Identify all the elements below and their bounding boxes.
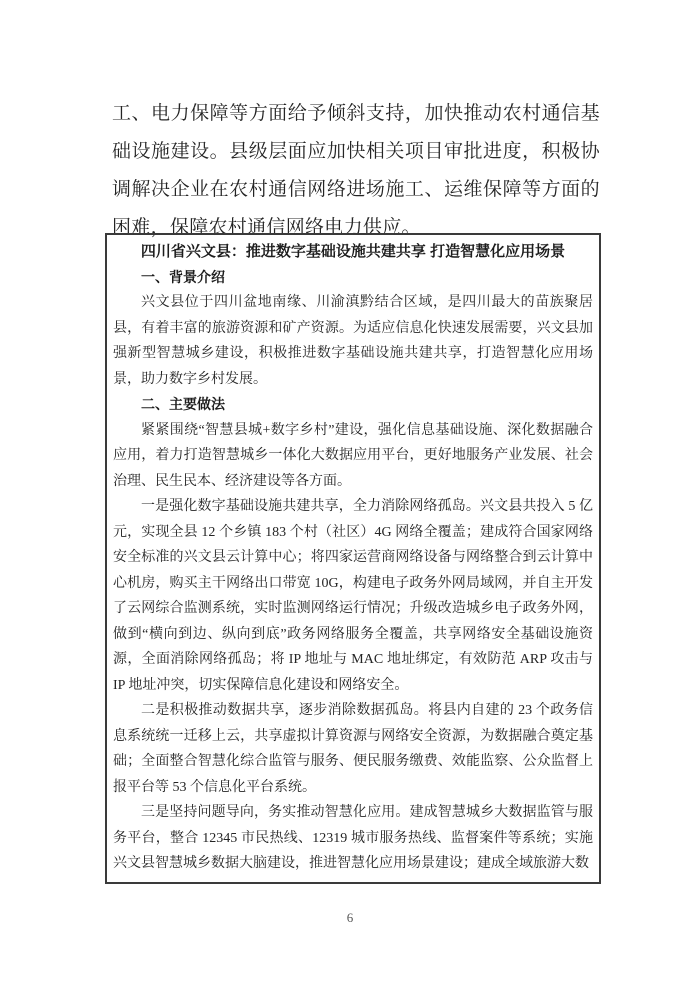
practice-paragraph-4: 三是坚持问题导向，务实推动智慧化应用。建成智慧城乡大数据监管与服务平台，整合 12345 市民热线、12319 城市服务热线、监督案件等系统；实施兴文县智慧城乡数据大脑建设，推进智慧化应用场景建设；建成全域旅游大数 [113,805,593,871]
practice-paragraph-1: 紧紧围绕“智慧县城+数字乡村”建设，强化信息基础设施、深化数据融合应用，着力打造智慧城乡一体化大数据应用平台，更好地服务产业发展、社会治理、民生民本、经济建设等各方面。 [113,422,593,489]
section-heading-practices: 二、主要做法 [141,396,225,412]
practice-paragraph-2: 一是强化数字基础设施共建共享，全力消除网络孤岛。兴文县共投入 5 亿元，实现全县 12 个乡镇 183 个村（社区）4G 网络全覆盖；建成符合国家网络安全标准的兴文县云计算中心；将四家运营商网络设备与网络整合到云计算中心机房，购买主干网络出口带宽 10G，构建电子政务外网局域网，并自主开发了云网综合监测系统，实时监测网络运行情况；升级改造城乡电子政务外网，做到“横向到边、纵向到底”政务网络服务全覆盖，共享网络安全基础设施资源，全面消除网络孤岛；将 IP 地址与 MAC 地址绑定，有效防范 ARP 攻击与 IP 地址冲突，切实保障信息化建设和网络安全。 [113,499,593,693]
background-paragraph: 兴文县位于四川盆地南缘、川渝滇黔结合区域，是四川最大的苗族聚居县，有着丰富的旅游资源和矿产资源。为适应信息化快速发展需要，兴文县加强新型智慧城乡建设，积极推进数字基础设施共建共享，打造智慧化应用场景，助力数字乡村发展。 [113,295,593,387]
case-title: 四川省兴文县：推进数字基础设施共建共享 打造智慧化应用场景 [140,243,566,260]
section-heading-background: 一、背景介绍 [141,268,225,285]
practice-paragraph-3: 二是积极推动数据共享，逐步消除数据孤岛。将县内自建的 23 个政务信息系统统一迁移上云，共享虚拟计算资源与网络安全资源，为数据融合奠定基础；全面整合智慧化综合监管与服务、便民服务缴费、效能监察、公众监督上报平台等 53 个信息化平台系统。 [113,703,593,795]
case-study-box [105,233,601,884]
page-number: 6 [346,910,354,925]
intro-paragraph: 工、电力保障等方面给予倾斜支持，加快推动农村通信基础设施建设。县级层面应加快相关项目审批进度，积极协调解决企业在农村通信网络进场施工、运维保障等方面的困难，保障农村通信网络电力供应。 [112,103,600,238]
